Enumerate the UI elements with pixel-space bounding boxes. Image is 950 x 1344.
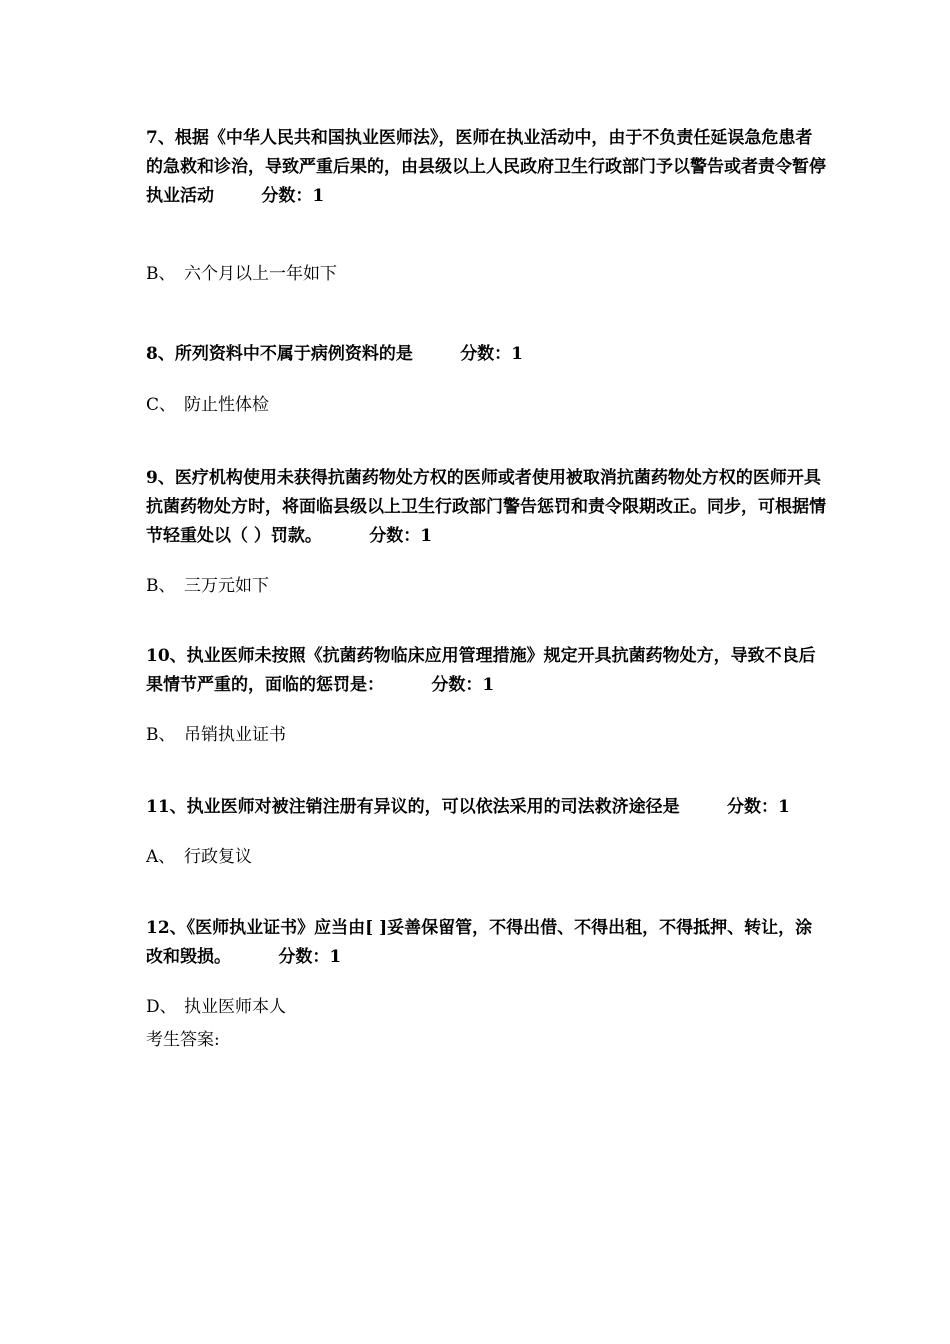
question-text: 11、执业医师对被注销注册有异议的，可以依法采用的司法救济途径是: [146, 797, 680, 817]
answer-text: 六个月以上一年如下: [184, 264, 337, 284]
question-score: 分数：1: [278, 947, 342, 967]
answer-text: 三万元如下: [184, 576, 269, 596]
answer-11: [146, 843, 826, 872]
question-8: [146, 340, 826, 369]
answer-letter: B、: [146, 264, 176, 284]
answer-10: [146, 721, 826, 750]
question-score: 分数：1: [369, 526, 433, 546]
examinee-answer-label: 考生答案:: [146, 1030, 220, 1050]
question-score: 分数：1: [431, 675, 495, 695]
question-text: 8、所列资料中不属于病例资料的是: [146, 344, 413, 364]
question-11: [146, 793, 826, 822]
answer-letter: C、: [146, 395, 177, 415]
question-12: [146, 914, 826, 972]
question-10: [146, 642, 826, 700]
question-score: 分数：1: [727, 797, 790, 817]
question-text: 12、《医师执业证书》应当由[ ]妥善保留管，不得出借、不得出租，不得抵押、转让，涂改和毁损。: [146, 918, 813, 967]
answer-letter: B、: [146, 725, 176, 745]
answer-text: 执业医师本人: [184, 997, 286, 1017]
answer-9: [146, 572, 826, 601]
question-score: 分数：1: [261, 186, 325, 206]
question-score: 分数：1: [460, 344, 524, 364]
answer-letter: A、: [146, 847, 176, 867]
question-text: 10、执业医师未按照《抗菌药物临床应用管理措施》规定开具抗菌药物处方，导致不良后果情节严重的，面临的惩罚是：: [146, 646, 816, 695]
answer-8: [146, 391, 826, 420]
question-9: [146, 464, 826, 551]
answer-text: 吊销执业证书: [184, 725, 286, 745]
question-text: 7、根据《中华人民共和国执业医师法》，医师在执业活动中，由于不负责任延误急危患者的急救和诊治，导致严重后果的，由县级以上人民政府卫生行政部门予以警告或者责令暂停执业活动: [146, 128, 826, 206]
question-text: 9、医疗机构使用未获得抗菌药物处方权的医师或者使用被取消抗菌药物处方权的医师开具抗菌药物处方时，将面临县级以上卫生行政部门警告惩罚和责令限期改正。同步，可根据情节轻重处以（ ）罚款。: [146, 468, 826, 546]
exam-page: [146, 124, 826, 1072]
answer-12: [146, 993, 826, 1022]
answer-7: [146, 260, 826, 289]
answer-letter: D、: [146, 997, 177, 1017]
answer-letter: B、: [146, 576, 176, 596]
answer-text: 行政复议: [184, 847, 252, 867]
answer-text: 防止性体检: [184, 395, 269, 415]
question-7: [146, 124, 826, 211]
